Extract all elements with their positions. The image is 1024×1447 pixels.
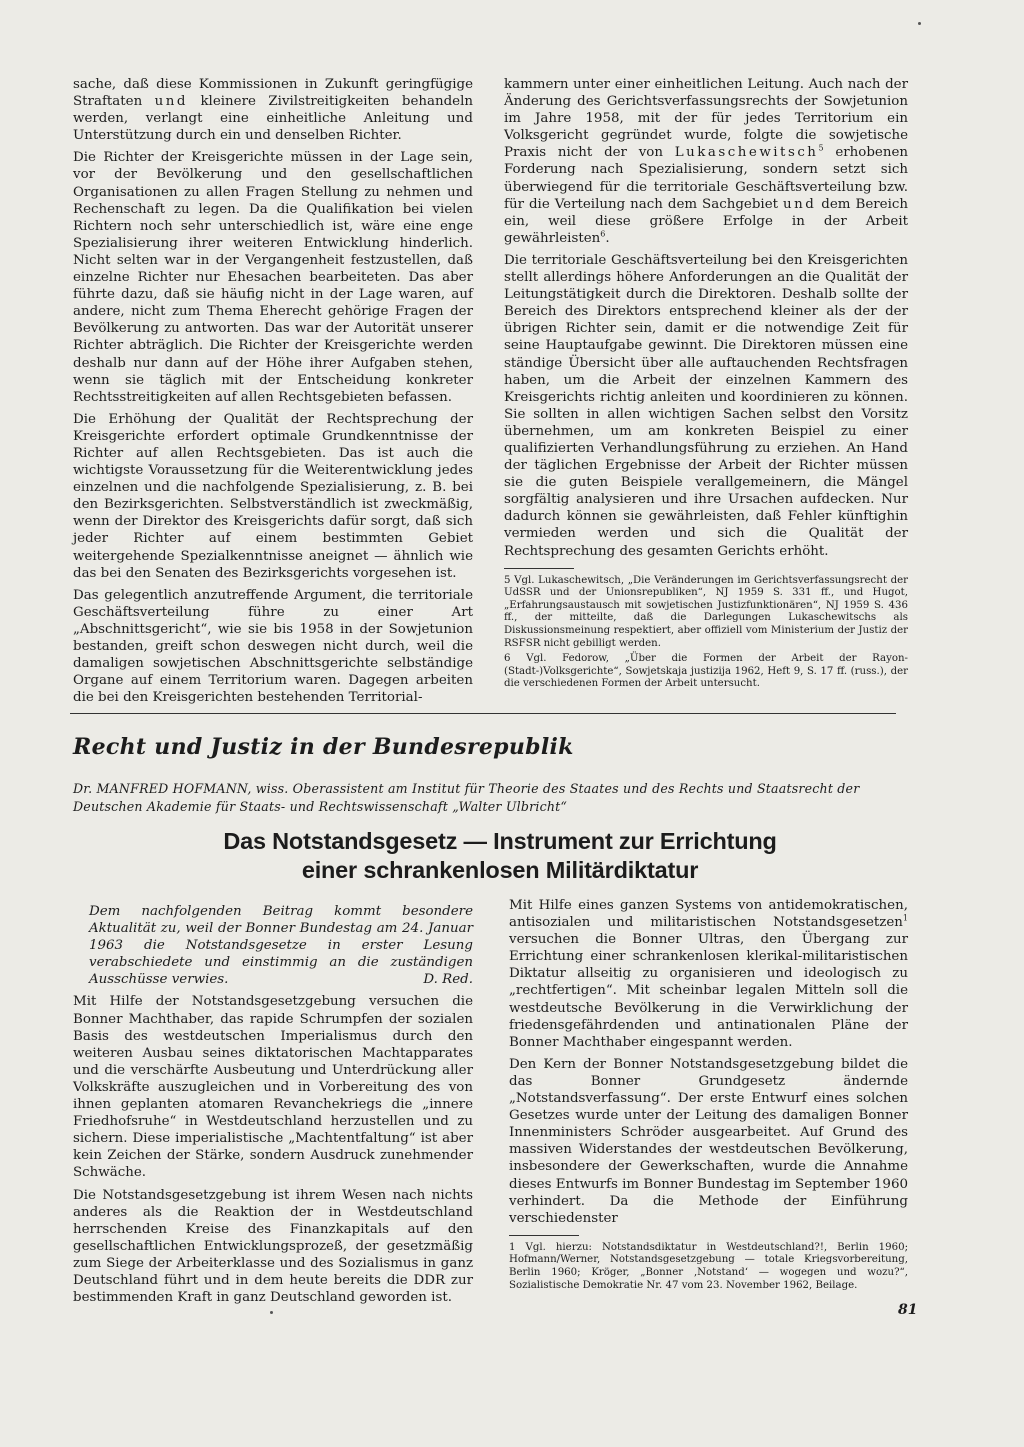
scan-speck bbox=[918, 22, 921, 25]
article-headline bbox=[100, 827, 900, 885]
paragraph: Das gelegentlich anzutreffende Argument, die territoriale Geschäftsverteilung führe zu einer Art „Abschnittsgericht“, wie sie bis 1958 in der Sowjetunion bestanden, greift schon deswegen nicht durch, weil die damaligen sowjetischen Abschnittsgerichte selbständige Organe auf einem Territorium waren. Dagegen arbeiten die bei den Kreisgerichten bestehenden Territorial- bbox=[73, 587, 473, 706]
footnote-1: 1 Vgl. hierzu: Notstandsdiktatur in Westdeutschland?!, Berlin 1960; Hofmann/Werner, Notstandsgesetzgebung — totale Kriegsvorbereitung, Berlin 1960; Kröger, „Bonner ‚Notstand‘ — wogegen und wozu?“, Sozialistische Demokratie Nr. 47 vom 23. November 1962, Beilage. bbox=[509, 1241, 908, 1291]
article-right-column bbox=[509, 897, 908, 1295]
article-left-column bbox=[73, 903, 473, 1311]
paragraph: kammern unter einer einheitlichen Leitung. Auch nach der Änderung des Gerichtsverfassungsrechts der Sowjetunion im Jahre 1958, mit der für jedes Territorium ein Volksgericht gegründet wurde, folgte die sowjetische Praxis nicht der von Lukaschewitsch$^5$ erhobenen Forderung nach Spezialisierung, sondern setzt sich überwiegend für die territoriale Geschäftsverteilung bzw. für die Verteilung nach dem Sachgebiet und dem Bereich ein, weil diese größere Erfolge in der Arbeit gewährleisten$^6$. bbox=[504, 77, 908, 246]
top-left-column bbox=[73, 76, 473, 711]
editor-lead: Dem nachfolgenden Beitrag kommt besondere Aktualität zu, weil der Bonner Bundestag am 24. Januar 1963 die Notstandsgesetze in erster Lesung verabschiedete und einstimmig an die zuständigen Ausschüsse verwies. D. Red. bbox=[89, 904, 473, 988]
author-byline: Dr. MANFRED HOFMANN, wiss. Oberassistent am Institut für Theorie des Staates und des Rechts und Staatsrecht der Deutschen Akademie für Staats- und Rechtswissenschaft „Walter Ulbricht“ bbox=[73, 781, 860, 814]
headline-line-2: einer schrankenlosen Militärdiktatur bbox=[301, 857, 699, 883]
editor-signature: D. Red. bbox=[423, 972, 473, 988]
paragraph: Mit Hilfe der Notstandsgesetzgebung versuchen die Bonner Machthaber, das rapide Schrumpfen der sozialen Basis des westdeutschen Imperialismus durch den weiteren Ausbau seines diktatorischen Machtapparates und die verschärfte Ausbeutung und Unterdrückung aller Volkskräfte auszugleichen und in Vorbereitung des von ihnen geplanten atomaren Revanchekriegs die „innere Friedhofsruhe“ in Westdeutschland herzustellen und zu sichern. Diese imperialistische „Machtentfaltung“ ist aber kein Zeichen der Stärke, sondern Ausdruck zunehmender Schwäche. bbox=[73, 994, 473, 1181]
page-number: 81 bbox=[898, 1302, 918, 1318]
paragraph: Die Notstandsgesetzgebung ist ihrem Wesen nach nichts anderes als die Reaktion der in Westdeutschland herrschenden Kreise des Finanzkapitals auf den gesellschaftlichen Entwicklungsprozeß, der gesetzmäßig zum Siege der Arbeiterklasse und des Sozialismus in ganz Deutschland führt und in dem heute bereits die DDR zur bestimmenden Kraft in ganz Deutschland geworden ist. bbox=[73, 1187, 473, 1306]
paragraph: Mit Hilfe eines ganzen Systems von antidemokratischen, antisozialen und militaristischen Notstandsgesetzen$^1$ versuchen die Bonner Ultras, den Übergang zur Errichtung einer schrankenlosen klerikal-militaristischen Diktatur allseitig zu organisieren und ideologisch zu „rechtfertigen“. Mit scheinbar legalen Mitteln soll die westdeutsche Bevölkerung in die Verwirklichung der friedensgefährdenden und antinationalen Pläne der Bonner Machthaber eingespannt werden. bbox=[509, 898, 908, 1050]
footnote-rule bbox=[504, 568, 574, 569]
footnote-6: 6 Vgl. Fedorow, „Über die Formen der Arbeit der Rayon-(Stadt-)Volksgerichte“, Sowjetskaja justizija 1962, Heft 9, S. 17 ff. (russ.), der die verschiedenen Formen der Arbeit untersucht. bbox=[504, 653, 908, 690]
scan-speck bbox=[270, 1311, 273, 1314]
footnote-5: 5 Vgl. Lukaschewitsch, „Die Veränderungen im Gerichtsverfassungsrecht der UdSSR und der Unionsrepubliken“, NJ 1959 S. 331 ff., und Hugot, „Erfahrungsaustausch mit sowjetischen Justizfunktionären“, NJ 1959 S. 436 ff., der mitteilte, daß die Darlegungen Lukaschewitschs als Diskussionsmeinung respektiert, aber offiziell vom Ministerium der Justiz der RSFSR nicht gebilligt werden. bbox=[504, 574, 908, 649]
paragraph: Den Kern der Bonner Notstandsgesetzgebung bildet die das Bonner Grundgesetz ändernde „Notstandsverfassung“. Der erste Entwurf eines solchen Gesetzes wurde unter der Leitung des damaligen Bonner Innenministers Schröder ausgearbeitet. Auf Grund des massiven Widerstandes der westdeutschen Bevölkerung, insbesondere der Gewerkschaften, wurde die Annahme dieses Entwurfs im Bonner Bundestag im September 1960 verhindert. Da die Methode der Einführung verschiedenster bbox=[509, 1056, 908, 1226]
section-divider bbox=[70, 713, 896, 714]
top-right-column bbox=[504, 76, 908, 694]
section-title: Recht und Justiz in der Bundesrepublik bbox=[73, 734, 574, 760]
paragraph: sache, daß diese Kommissionen in Zukunft geringfügige Straftaten und kleinere Zivilstreitigkeiten behandeln werden, verlangt eine einheitliche Anleitung und Unterstützung durch ein und denselben Richter. bbox=[73, 77, 473, 144]
paragraph: Die Richter der Kreisgerichte müssen in der Lage sein, vor der Bevölkerung und den gesellschaftlichen Organisationen zu allen Fragen Stellung zu nehmen und Rechenschaft zu legen. Da die Qualifikation bei vielen Richtern noch sehr unterschiedlich ist, wäre eine enge Spezialisierung ihrer weiteren Entwicklung hinderlich. Nicht selten war in der Vergangenheit festzustellen, daß einzelne Richter nur Ehesachen bearbeiteten. Das aber führte dazu, daß sie häufig nicht in der Lage waren, auf andere, nicht zum Thema Eherecht gehörige Fragen der Bevölkerung zu antworten. Das war der Autorität unserer Richter abträglich. Die Richter der Kreisgerichte werden deshalb nur dann auf der Höhe ihrer Aufgaben stehen, wenn sie täglich mit der Entscheidung konkreter Rechtsstreitigkeiten auf allen Rechtsgebieten befassen. bbox=[73, 150, 473, 405]
footnote-rule bbox=[509, 1235, 579, 1236]
paragraph: Die territoriale Geschäftsverteilung bei den Kreisgerichten stellt allerdings höhere Anforderungen an die Qualität der Leitungstätigkeit durch die Direktoren. Deshalb sollte der Bereich des Direktors entsprechend kleiner als der der übrigen Richter sein, damit er die notwendige Zeit für seine Hauptaufgabe gewinnt. Die Direktoren müssen eine ständige Übersicht über alle auftauchenden Rechtsfragen haben, um die Arbeit der einzelnen Kammern des Kreisgerichts richtig anleiten und koordinieren zu können. Sie sollten in allen wichtigen Sachen selbst den Vorsitz übernehmen, um am konkreten Beispiel zu einer qualifizierten Verhandlungsführung zu erziehen. An Hand der täglichen Ergebnisse der Arbeit der Richter müssen sie die guten Beispiele verallgemeinern, die Mängel sorgfältig analysieren und ihre Ursachen aufdecken. Nur dadurch können sie gewährleisten, daß Fehler künftighin vermieden werden und sich die Qualität der Rechtsprechung des gesamten Gerichts erhöht. bbox=[504, 252, 908, 559]
headline-line-1: Das Notstandsgesetz — Instrument zur Errichtung bbox=[223, 828, 777, 854]
paragraph: Die Erhöhung der Qualität der Rechtsprechung der Kreisgerichte erfordert optimale Grundkenntnisse der Richter auf allen Rechtsgebieten. Das ist auch die wichtigste Voraussetzung für die Weiterentwicklung jedes einzelnen und die nachfolgende Spezialisierung, z. B. bei den Bezirksgerichten. Selbstverständlich ist zweckmäßig, wenn der Direktor des Kreisgerichts dafür sorgt, daß sich jeder Richter auf einem bestimmten Gebiet weitergehende Spezialkenntnisse aneignet — ähnlich wie das bei den Senaten des Bezirksgerichts vorgesehen ist. bbox=[73, 411, 473, 581]
